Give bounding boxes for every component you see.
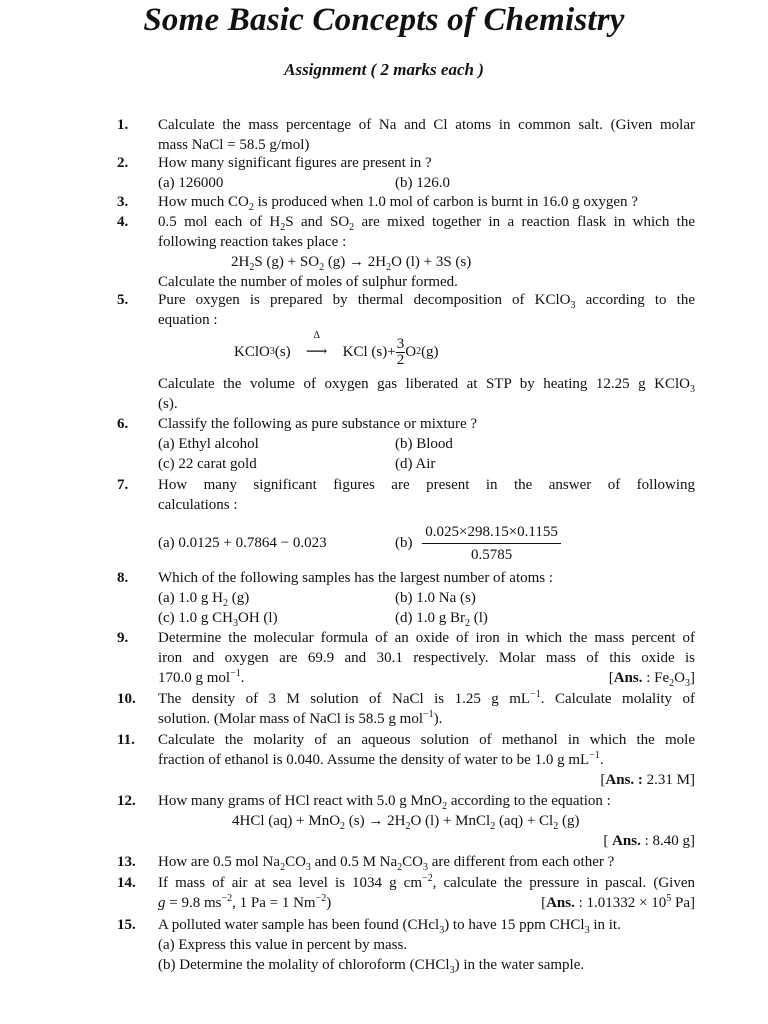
fraction: $\frac{3}{2}$ (396, 335, 405, 368)
option-a: (a) Express this value in percent by mass. (158, 937, 408, 953)
question-text: How many significant figures are present in ? (158, 155, 432, 171)
question-number: 2. (117, 155, 129, 171)
question-text: Classify the following as pure substance or mixture ? (158, 416, 478, 432)
question-text: g = 9.8 $ms^{-2}$, 1 Pa = 1 $Nm^{-2}$) (158, 893, 332, 911)
option-d: (d) Air (395, 456, 436, 472)
question-3 (117, 192, 695, 212)
question-number: 11. (117, 732, 135, 748)
question-text: Which of the following samples has the largest number of atoms : (158, 570, 554, 586)
page-title: Some Basic Concepts of Chemistry (143, 2, 625, 38)
option-a: (a) Ethyl alcohol (158, 436, 259, 452)
question-text: calculations : (158, 497, 238, 513)
question-5 (117, 290, 695, 414)
decomposition-equation: KClO 3 (s) Δ ⟶ KCl (s)+ $\frac{3}{2}$ O 2 (g) (234, 330, 439, 368)
option-d: (d) 1.0 g $Br_2$ (l) (395, 610, 488, 629)
question-text: equation : (158, 312, 218, 328)
heat-arrow-icon: Δ ⟶ (305, 330, 328, 360)
question-text: A polluted water sample has been found (CHcl$_3$) to have 15 ppm CHCl$_3$ in it. (158, 917, 621, 936)
question-15 (117, 915, 695, 975)
reaction-equation: 4HCl (aq) + MnO$_2$ $(s) \to 2H_2O$ (l) + MnCl$_2$ $(aq) + Cl_2$ (g) (232, 813, 580, 832)
question-text: solution. (Molar mass of NaCl is 58.5 g mol$^{-1}$). (158, 709, 443, 727)
question-2 (117, 153, 695, 193)
question-text: 0.5 mol each of $H_2S$ and $SO_2$ are mixed together in a reaction flask in which the (158, 214, 695, 233)
answer: [Ans. : 2.31 M] (600, 772, 695, 788)
question-text: How much $CO_2$ is produced when 1.0 mol of carbon is burnt in 16.0 g oxygen ? (158, 194, 638, 213)
question-number: 3. (117, 194, 129, 210)
option-a: (a) 126000 (158, 175, 224, 191)
question-4 (117, 212, 695, 292)
option-b: (b) 1.0 Na (s) (395, 590, 476, 606)
question-number: 8. (117, 570, 129, 586)
question-number: 5. (117, 292, 129, 308)
question-text: following reaction takes place : (158, 234, 347, 250)
option-a: (a) 0.0125 + 0.7864 − 0.023 (158, 535, 327, 551)
option-c: (c) 22 carat gold (158, 456, 257, 472)
question-text: How are 0.5 mol $Na_2CO_3$ and 0.5 M $Na_2CO_3$ are different from each other ? (158, 854, 615, 873)
question-text: fraction of ethanol is 0.040. Assume the density of water to be 1.0 g $mL^{-1}$. (158, 750, 604, 768)
question-text: Calculate the molarity of an aqueous solution of methanol in which the mole (158, 732, 695, 748)
question-text: How many grams of HCl react with 5.0 g MnO$_2$ according to the equation : (158, 793, 611, 812)
option-b: (b) 126.0 (395, 175, 450, 191)
answer: [ Ans. : 8.40 g] (603, 833, 695, 849)
question-14 (117, 873, 695, 913)
question-number: 13. (117, 854, 136, 870)
answer: [Ans. : $1.01332 \times 10^5$ Pa] (541, 893, 695, 911)
question-text: The density of 3 M solution of NaCl is 1.25 g $mL^{-1}$. Calculate molality of (158, 689, 695, 707)
question-text: Calculate the number of moles of sulphur formed. (158, 274, 458, 290)
question-number: 15. (117, 917, 136, 933)
question-text: How many significant figures are present in the answer of following (158, 477, 695, 493)
question-text: Calculate the volume of oxygen gas liberated at STP by heating 12.25 g KClO$_3$ (158, 376, 695, 395)
question-number: 1. (117, 117, 129, 133)
fraction: $\frac{0.025\times 298.15\times 0.1155}{0.5785}$ (422, 521, 561, 566)
question-7 (117, 475, 695, 568)
question-6 (117, 414, 695, 474)
answer: [Ans. : $Fe_2O_3$] (608, 670, 695, 689)
question-text: iron and oxygen are 69.9 and 30.1 respectively. Molar mass of this oxide is (158, 650, 695, 666)
question-11 (117, 730, 695, 790)
question-text: Determine the molecular formula of an oxide of iron in which the mass percent of (158, 630, 695, 646)
question-text: mass NaCl = 58.5 g/mol) (158, 137, 310, 153)
option-a: (a) 1.0 g $H_2$ (g) (158, 590, 250, 609)
question-number: 14. (117, 875, 136, 891)
question-8 (117, 568, 695, 628)
question-number: 12. (117, 793, 136, 809)
option-b: (b) $\frac{0.025\times 298.15\times 0.1155}{0.5785}$ (395, 521, 561, 566)
question-text: (s). (158, 396, 178, 412)
option-b: (b) Blood (395, 436, 453, 452)
question-number: 6. (117, 416, 129, 432)
question-number: 9. (117, 630, 129, 646)
question-number: 7. (117, 477, 129, 493)
question-text: Pure oxygen is prepared by thermal decomposition of KClO$_3$ according to the (158, 292, 695, 311)
reaction-equation: $2H_2S$ $(g) + SO_2$ $(g) \to 2H_2O$ (l) + 3S (s) (231, 254, 472, 273)
question-13 (117, 852, 695, 872)
page-subtitle: Assignment ( 2 marks each ) (284, 60, 484, 79)
option-b: (b) Determine the molality of chloroform (CHCl$_3$) in the water sample. (158, 957, 585, 976)
question-text: 170.0 g mol$^{-1}$. (158, 668, 245, 686)
question-number: 4. (117, 214, 129, 230)
question-10 (117, 689, 695, 729)
option-c: (c) 1.0 g $CH_3OH$ (l) (158, 610, 278, 629)
question-text: Calculate the mass percentage of Na and Cl atoms in common salt. (Given molar (158, 117, 695, 133)
question-1 (117, 115, 695, 155)
question-12 (117, 791, 695, 851)
question-text: If mass of air at sea level is 1034 g $cm^{-2}$, calculate the pressure in pascal. (Given (158, 873, 695, 891)
question-9 (117, 628, 695, 688)
question-number: 10. (117, 691, 136, 707)
